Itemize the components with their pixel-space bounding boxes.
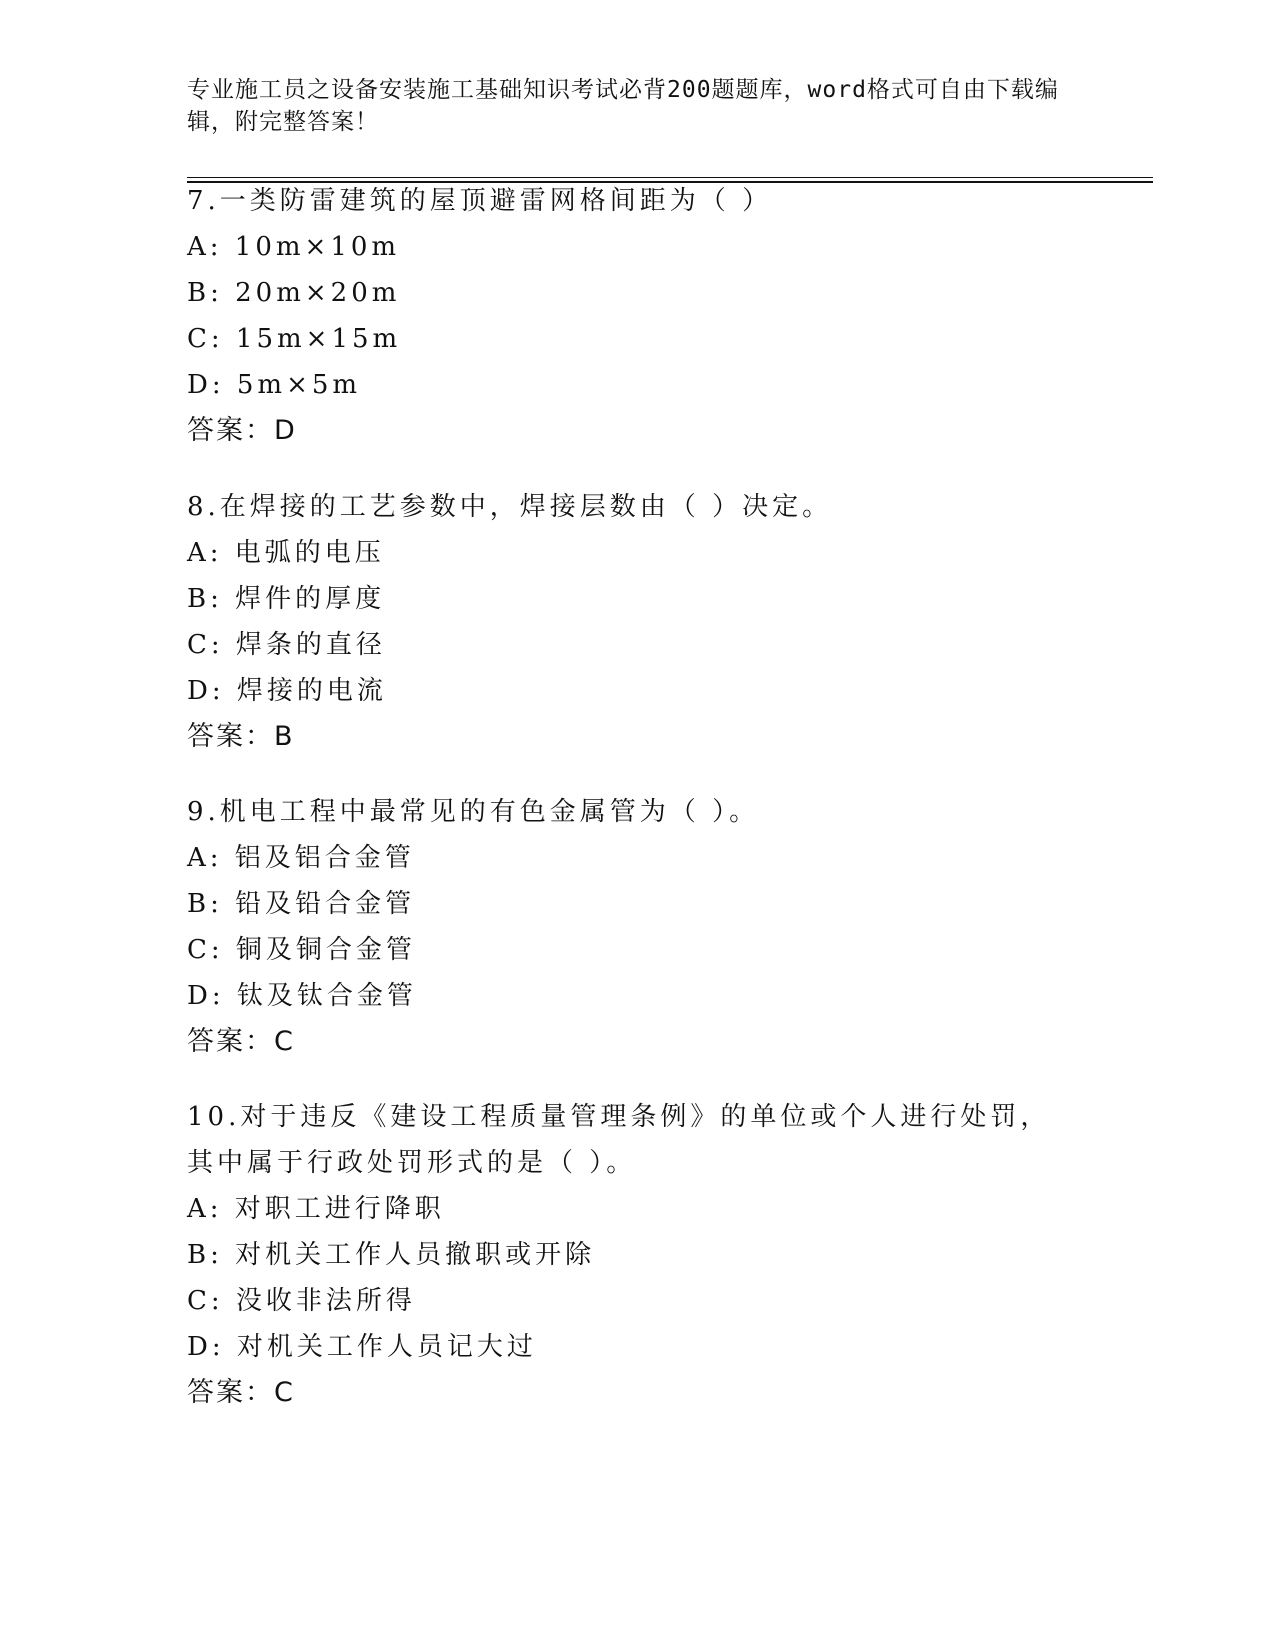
option-d: D: 5m×5m — [187, 370, 362, 400]
document-header: 专业施工员之设备安装施工基础知识考试必背200题题库，word格式可自由下载编辑，附完整答案！ — [187, 77, 1059, 135]
option-a: A: 10m×10m — [187, 232, 401, 262]
question-block — [187, 789, 1087, 1065]
question-block — [187, 484, 1087, 760]
question-stem: 10.对于违反《建设工程质量管理条例》的单位或个人进行处罚，其中属于行政处罚形式的是（ ）。 — [187, 1102, 1051, 1178]
question-block — [187, 1094, 1067, 1416]
option-c: C: 铜及铜合金管 — [187, 935, 416, 965]
question-stem: 7.一类防雷建筑的屋顶避雷网格间距为（ ） — [187, 186, 773, 216]
option-c: C: 没收非法所得 — [187, 1286, 416, 1316]
option-d: D: 对机关工作人员记大过 — [187, 1332, 537, 1362]
question-stem: 9.机电工程中最常见的有色金属管为（ ）。 — [187, 797, 760, 827]
option-a: A: 对职工进行降职 — [187, 1194, 445, 1224]
question-block — [187, 178, 1087, 454]
option-a: A: 铝及铝合金管 — [187, 843, 415, 873]
option-c: C: 15m×15m — [187, 324, 402, 354]
question-stem: 8.在焊接的工艺参数中，焊接层数由（ ）决定。 — [187, 492, 833, 522]
option-d: D: 焊接的电流 — [187, 676, 387, 706]
option-a: A: 电弧的电压 — [187, 538, 385, 568]
answer-label: 答案：B — [187, 721, 295, 752]
option-b: B: 铅及铅合金管 — [187, 889, 416, 919]
option-b: B: 焊件的厚度 — [187, 584, 386, 614]
answer-label: 答案：C — [187, 1026, 295, 1057]
option-b: B: 对机关工作人员撤职或开除 — [187, 1240, 596, 1270]
answer-label: 答案：D — [187, 415, 297, 446]
option-b: B: 20m×20m — [187, 278, 401, 308]
option-d: D: 钛及钛合金管 — [187, 981, 417, 1011]
option-c: C: 焊条的直径 — [187, 630, 386, 660]
answer-label: 答案：C — [187, 1377, 295, 1408]
